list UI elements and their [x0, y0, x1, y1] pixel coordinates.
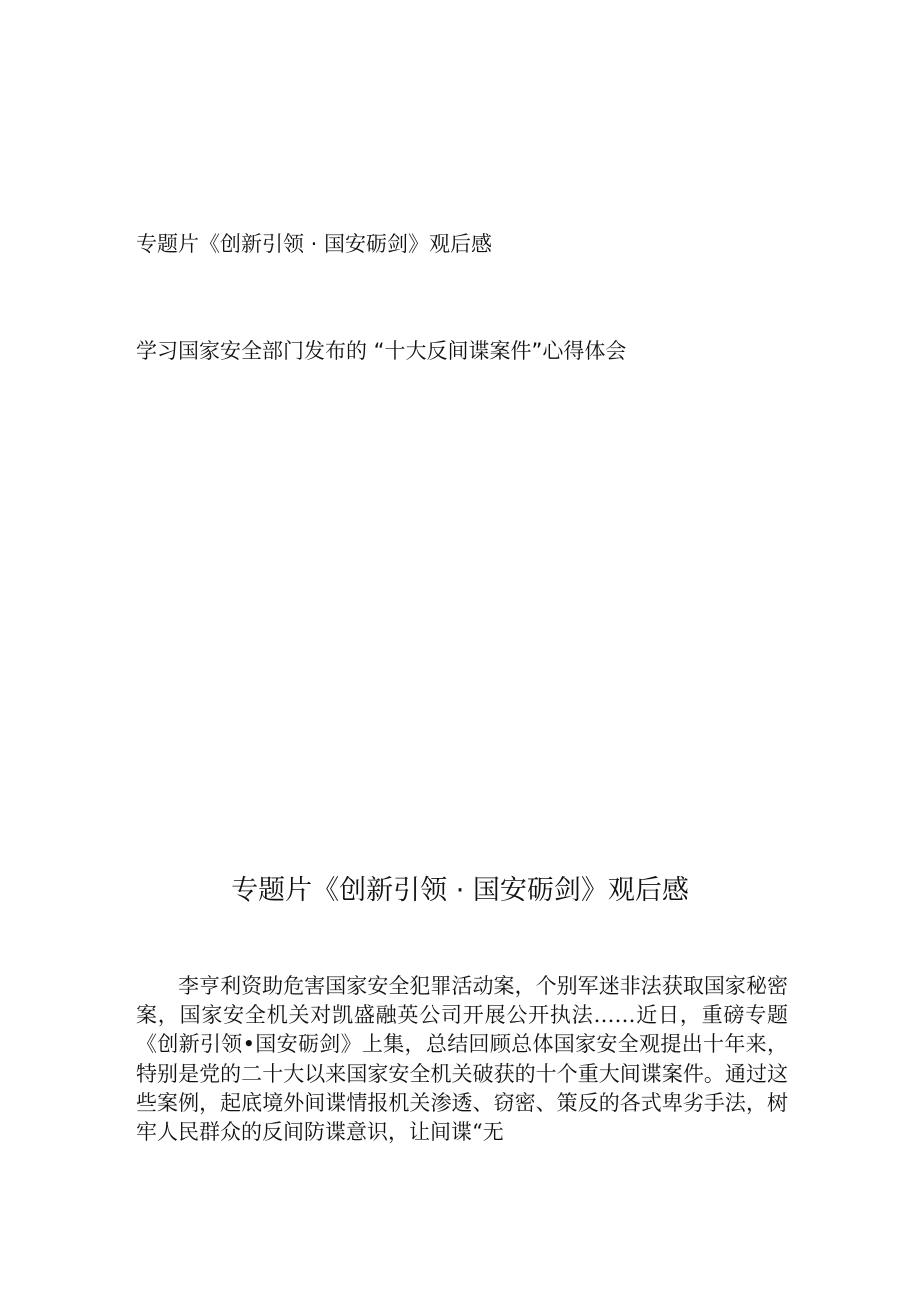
toc-item-guanhougan: 专题片《创新引领 · 国安砺剑》观后感 [136, 232, 493, 256]
article-paragraph: 李亨利资助危害国家安全犯罪活动案，个别军迷非法获取国家秘密案，国家安全机关对凯盛融英公司开展公开执法……近日，重磅专题《创新引领•国安砺剑》上集，总结回顾总体国家安全观提出十年来，特别是党的二十大以来国家安全机关破获的十个重大间谍案件。通过这些案例，起底境外间谍情报机关渗透、窃密、策反的各式卑劣手法，树牢人民群众的反间防谍意识，让间谍“无 [136, 974, 788, 1145]
toc-item-xindetihui: 学习国家安全部门发布的 “十大反间谍案件”心得体会 [136, 339, 627, 363]
article-title: 专题片《创新引领 · 国安砺剑》观后感 [231, 875, 689, 906]
